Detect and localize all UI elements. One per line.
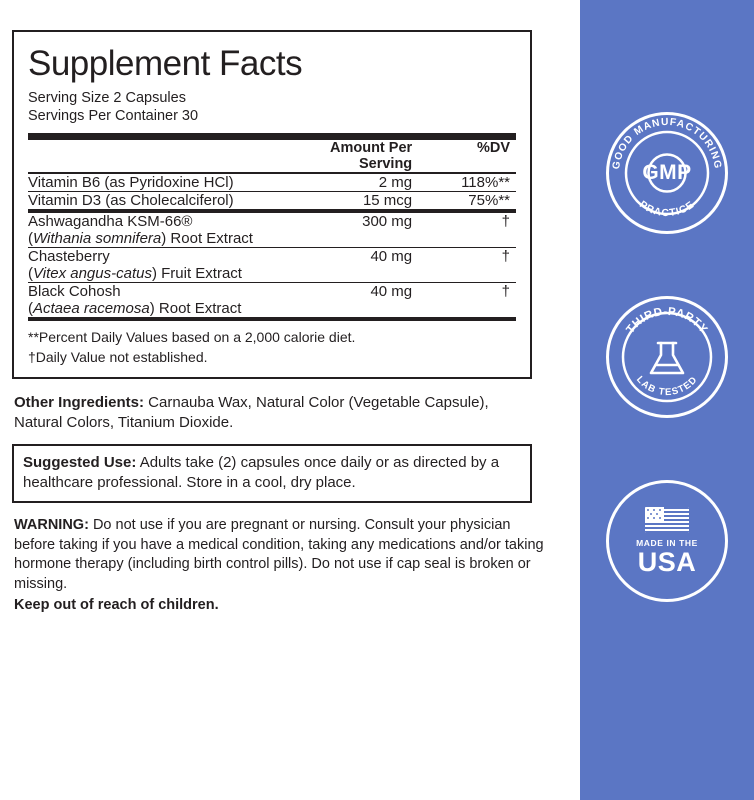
table-row [28,174,516,192]
footnote-percent-dv: **Percent Daily Values based on a 2,000 calorie diet. [28,329,356,345]
nutrient-dv: 118%** [461,174,510,191]
suggested-use-box [12,444,532,503]
nutrient-name-block [28,248,296,283]
footnote-dagger: †Daily Value not established. [28,348,208,365]
third-party-badge-graphic [609,299,725,415]
suggested-use-text: Adults take (2) capsules once daily or as directed by a healthcare professional. Store in a cool, dry place. [23,454,500,492]
header-name [28,140,296,172]
third-party-arc-bottom: LAB TESTED [633,374,701,399]
header-amount: Amount Per Serving [329,140,413,172]
gmp-badge [606,112,728,234]
nutrient-amount: 40 mg [296,283,428,318]
nutrient-name-block [28,283,296,318]
nutrient-amount: 40 mg [296,248,428,283]
made-in-usa-badge [606,480,728,602]
made-in-the-label: MADE IN THE [636,537,698,548]
nutrient-subname: (Vitex angus-catus) Fruit Extract [28,265,242,282]
usa-label: USA [637,546,697,577]
table-row [28,213,516,248]
certification-badges-panel [580,0,754,800]
warning-label: WARNING: [14,516,89,533]
page-title: Supplement Facts [28,44,303,83]
nutrient-name: Ashwagandha KSM-66® [28,213,193,230]
nutrient-name: Vitamin B6 (as Pyridoxine HCl) [28,174,234,191]
nutrient-amount: 15 mcg [296,192,428,210]
serving-size: Serving Size 2 Capsules [28,89,186,106]
gmp-arc-top: GOOD MANUFACTURING [611,116,723,171]
nutrient-name: Chasteberry [28,248,110,265]
gmp-arc-bottom: PRACTICE [637,199,697,220]
flask-icon [651,343,683,373]
supplement-facts-box [12,30,532,379]
keep-out-of-reach: Keep out of reach of children. [14,596,219,613]
nutrition-rows [28,174,516,209]
us-flag-icon [645,507,689,533]
table-row [28,283,516,318]
header-dv: %DV [476,140,510,156]
suggested-use-label: Suggested Use: [23,454,137,472]
table-row [28,192,516,210]
nutrient-name-block [28,213,296,248]
nutrient-subname: (Withania somnifera) Root Extract [28,230,253,247]
nutrient-amount: 2 mg [378,174,413,191]
warning-text [12,516,544,595]
other-ingredients-label: Other Ingredients: [14,393,145,411]
warning-body: Do not use if you are pregnant or nursing. Consult your physician before taking if you have a medical condition, taking any medications and/or taking hormone therapy (including birth control pills). Do not use if cap seal is broken or missing. [14,516,544,593]
nutrition-table [28,140,516,172]
botanical-rows [28,213,516,317]
nutrient-amount: 300 mg [362,213,413,230]
third-party-arc-top: THIRD-PARTY [624,305,710,336]
divider-thick [28,133,516,140]
table-row [28,248,516,283]
nutrient-name: Vitamin D3 (as Cholecalciferol) [28,192,296,210]
table-header-row [28,140,516,172]
servings-per-container: Servings Per Container 30 [28,107,199,124]
nutrient-subname: (Actaea racemosa) Root Extract [28,300,242,317]
nutrient-name: Black Cohosh [28,283,121,300]
third-party-lab-tested-badge [606,296,728,418]
other-ingredients [12,393,536,433]
nutrient-dv: † [501,213,510,230]
nutrient-dv: † [428,248,516,283]
nutrient-dv: † [428,283,516,318]
other-ingredients-text: Carnauba Wax, Natural Color (Vegetable Capsule), Natural Colors, Titanium Dioxide. [14,393,489,431]
gmp-badge-graphic [609,115,725,231]
nutrient-dv: 75%** [428,192,516,210]
gmp-center-label: GMP [642,161,692,184]
